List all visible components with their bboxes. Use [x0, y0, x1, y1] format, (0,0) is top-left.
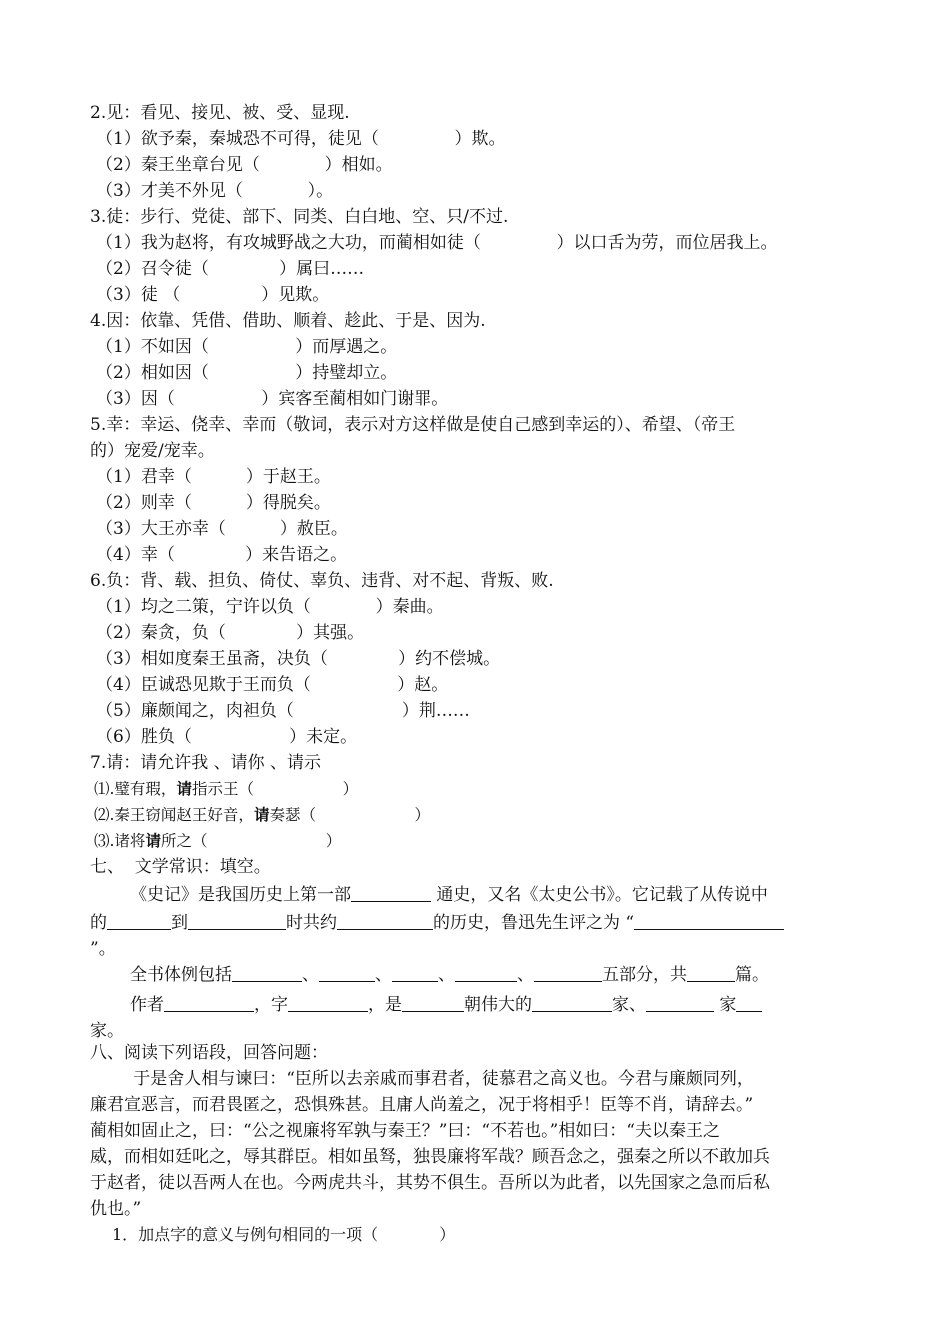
list-item: （2）召令徒（ ）属曰…… — [96, 259, 365, 279]
section-6-heading: 6.负：背、载、担负、倚仗、辜负、违背、对不起、背叛、败. — [90, 571, 554, 591]
fill-line: 家。 — [90, 1021, 124, 1041]
answer-blank[interactable] — [288, 993, 368, 1012]
list-item: （2）则幸（ ）得脱矣。 — [96, 493, 331, 513]
item-text: ⑶.诸将 — [94, 832, 146, 850]
answer-blank[interactable] — [736, 993, 762, 1012]
answer-blank[interactable] — [319, 963, 375, 982]
list-item: （3）大王亦幸（ ）赦臣。 — [96, 519, 348, 539]
line-text: 篇。 — [735, 965, 769, 985]
list-item: （1）不如因（ ）而厚遇之。 — [96, 337, 398, 357]
passage-line: 于是舍人相与谏曰：“臣所以去亲戚而事君者，徒慕君之高义也。今君与廉颇同列， — [90, 1069, 754, 1089]
answer-blank[interactable] — [532, 993, 612, 1012]
list-item: （3）因（ ）宾客至蔺相如门谢罪。 — [96, 389, 449, 409]
section-4-heading: 4.因：依靠、凭借、借助、顺着、趁此、于是、因为. — [90, 311, 486, 331]
section-7-heading: 7.请：请允许我 、请你 、请示 — [90, 753, 322, 773]
question-1: 1．加点字的意义与例句相同的一项（ ） — [112, 1225, 456, 1244]
item-text: 所之（ ） — [160, 832, 342, 850]
fill-line — [130, 882, 768, 908]
separator: 、 — [517, 965, 534, 985]
list-item: （3）徒 （ ）见欺。 — [96, 285, 330, 305]
fill-line — [130, 992, 762, 1018]
answer-blank[interactable] — [392, 963, 438, 982]
item-text: 奏瑟（ ） — [269, 806, 430, 824]
fill-line: ”。 — [90, 939, 116, 959]
list-item — [94, 802, 430, 828]
line-text: ，字 — [254, 995, 288, 1015]
fill-line — [130, 962, 769, 988]
answer-blank[interactable] — [402, 993, 464, 1012]
answer-blank[interactable] — [351, 883, 431, 902]
separator: 、 — [438, 965, 455, 985]
list-item: （1）欲予秦，秦城恐不可得，徒见（ ）欺。 — [96, 129, 506, 149]
answer-blank[interactable] — [687, 963, 735, 982]
list-item: （2）秦贪，负（ ）其强。 — [96, 623, 365, 643]
bold-keyword: 请 — [253, 805, 270, 824]
list-item: （1）均之二策，宁许以负（ ）秦曲。 — [96, 597, 444, 617]
line-text: 《史记》是我国历史上第一部 — [130, 885, 351, 905]
answer-blank[interactable] — [534, 963, 602, 982]
passage-line: 蔺相如固止之，曰：“公之视廉将军孰与秦王？”曰：“不若也。”相如曰：“夫以秦王之 — [90, 1121, 720, 1141]
bold-keyword: 请 — [145, 831, 161, 850]
list-item — [94, 776, 358, 802]
line-text: 时共约 — [286, 913, 337, 933]
separator: 、 — [375, 965, 392, 985]
list-item: （5）廉颇闻之，肉袒负（ ）荆…… — [96, 701, 470, 721]
list-item: （3）才美不外见（ ）。 — [96, 181, 334, 201]
line-text: ，是 — [368, 995, 402, 1015]
list-item: （1）我为赵将，有攻城野战之大功，而蔺相如徒（ ）以口舌为劳，而位居我上。 — [96, 233, 778, 253]
bold-keyword: 请 — [176, 779, 192, 798]
passage-line: 威，而相如廷叱之，辱其群臣。相如虽驽，独畏廉将军哉？顾吾念之，强秦之所以不敢加兵 — [90, 1147, 770, 1167]
fill-line — [90, 910, 784, 936]
answer-blank[interactable] — [188, 911, 286, 930]
line-text: 作者 — [130, 995, 164, 1015]
item-text: ⑴.璧有瑕， — [94, 780, 177, 798]
line-text: 全书体例包括 — [130, 965, 232, 985]
answer-blank[interactable] — [634, 911, 784, 930]
answer-blank[interactable] — [455, 963, 517, 982]
list-item — [94, 828, 341, 854]
line-text: 家 — [714, 995, 737, 1015]
list-item: （2）相如因（ ）持璧却立。 — [96, 363, 398, 383]
line-text: 五部分，共 — [602, 965, 687, 985]
passage-line: 仇也。” — [90, 1199, 142, 1219]
line-text: 通史，又名《太史公书》。它记载了从传说中 — [431, 885, 768, 905]
list-item: （6）胜负（ ）未定。 — [96, 727, 358, 747]
section-5-heading: 5.幸：幸运、侥幸、幸而（敬词，表示对方这样做是使自己感到幸运的）、希望、（帝王 — [90, 415, 736, 435]
line-text: 的历史，鲁迅先生评之为 “ — [433, 913, 635, 933]
list-item: （4）幸（ ）来告语之。 — [96, 545, 348, 565]
answer-blank[interactable] — [107, 911, 171, 930]
answer-blank[interactable] — [232, 963, 302, 982]
list-item: （2）秦王坐章台见（ ）相如。 — [96, 155, 393, 175]
reading-heading: 八、阅读下列语段，回答问题： — [90, 1043, 328, 1063]
list-item: （4）臣诚恐见欺于王而负（ ）赵。 — [96, 675, 449, 695]
item-text: 指示王（ ） — [191, 780, 359, 798]
passage-line: 于赵者，徒以吾两人在也。今两虎共斗，其势不俱生。吾所以为此者，以先国家之急而后私 — [90, 1173, 770, 1193]
section-3-heading: 3.徒：步行、党徒、部下、同类、白白地、空、只/不过. — [90, 207, 509, 227]
line-text: 家、 — [612, 995, 646, 1015]
line-text: 朝伟大的 — [464, 995, 532, 1015]
line-text: 的 — [90, 913, 107, 933]
item-text: ⑵.秦王窃闻赵王好音， — [94, 806, 254, 824]
separator: 、 — [302, 965, 319, 985]
answer-blank[interactable] — [337, 911, 433, 930]
list-item: （3）相如度秦王虽斋，决负（ ）约不偿城。 — [96, 649, 501, 669]
section-5-heading-cont: 的）宠爱/宠幸。 — [90, 441, 215, 461]
answer-blank[interactable] — [164, 993, 254, 1012]
list-item: （1）君幸（ ）于赵王。 — [96, 467, 331, 487]
section-2-heading: 2.见：看见、接见、被、受、显现. — [90, 103, 350, 123]
answer-blank[interactable] — [646, 993, 714, 1012]
literature-heading: 七、 文学常识：填空。 — [90, 857, 271, 877]
passage-line: 廉君宣恶言，而君畏匿之，恐惧殊甚。且庸人尚羞之，况于将相乎！臣等不肖，请辞去。” — [90, 1095, 754, 1115]
line-text: 到 — [171, 913, 188, 933]
